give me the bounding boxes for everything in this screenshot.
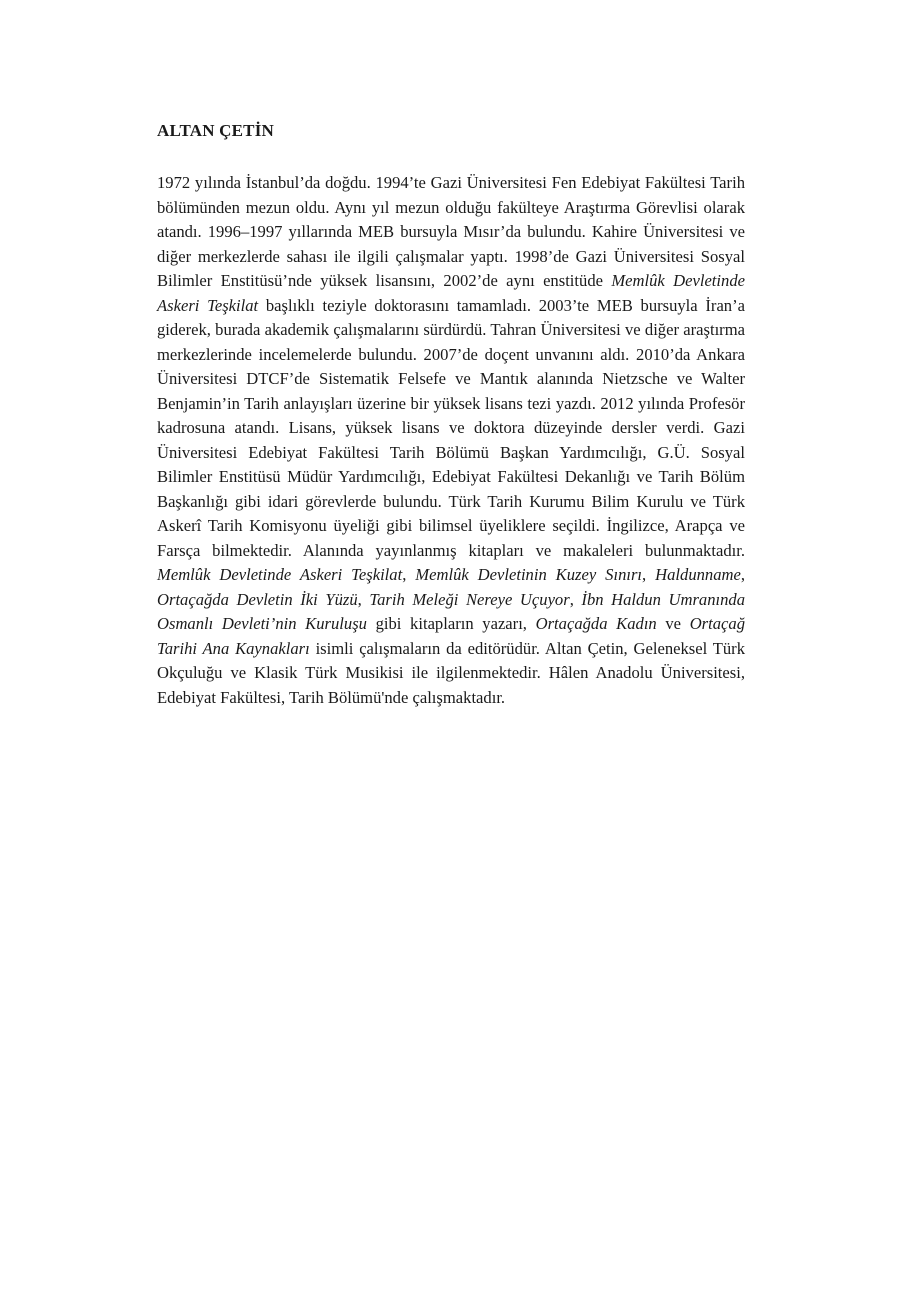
bio-text: ve bbox=[656, 614, 690, 633]
separator: , bbox=[740, 565, 746, 584]
bio-text: 1972 yılında İstanbul’da doğdu. 1994’te Gazi Üniversitesi Fen Edebiyat Fakültesi Tarih bölümünden mezun oldu. Aynı yıl mezun olduğu fakülteye Araştırma Görevlisi olarak atandı. 1996–1997 yıllarında MEB bursuyla Mısır’da bulundu. Kahire Üniversitesi ve diğer merkezlerde sahası ile ilgili çalışmalar yaptı. 1998’de Gazi Üniversitesi Sosyal Bilimler Enstitüsü’nde yüksek lisansını, 2002’de aynı enstitüde bbox=[157, 173, 745, 290]
bio-text: başlıklı teziyle doktorasını tamamladı. 2003’te MEB bursuyla İran’a giderek, burada akademik çalışmalarını sürdürdü. Tahran Üniversitesi ve diğer araştırma merkezlerinde incelemelerde bulundu. 2007’de doçent unvanını aldı. 2010’da Ankara Üniversitesi DTCF’de Sistematik Felsefe ve Mantık alanında Nietzsche ve Walter Benjamin’in Tarih anlayışları üzerine bir yüksek lisans tezi yazdı. 2012 yılında Profesör kadrosuna atandı. Lisans, yüksek lisans ve doktora düzeyinde dersler verdi. Gazi Üniversitesi Edebiyat Fakültesi Tarih Bölümü Başkan Yardımcılığı, G.Ü. Sosyal Bilimler Enstitüsü Müdür Yardımcılığı, Edebiyat Fakültesi Dekanlığı ve Tarih Bölüm Başkanlığı gibi idari görevlerde bulundu. Türk Tarih Kurumu Bilim Kurulu ve Türk Askerî Tarih Komisyonu üyeliği gibi bilimsel üyeliklere seçildi. İngilizce, Arapça ve Farsça bilmektedir. Alanında yayınlanmış kitapları ve makaleleri bulunmaktadır. bbox=[157, 295, 745, 560]
separator: , bbox=[402, 565, 416, 584]
book-title: Tarih Meleği Nereye Uçuyor bbox=[369, 589, 570, 609]
book-title: Memlûk Devletinin Kuzey Sınırı bbox=[415, 565, 643, 584]
book-title: Memlûk Devletinde Askeri Teşkilat bbox=[157, 565, 403, 584]
author-biography bbox=[157, 171, 745, 710]
separator: , bbox=[642, 565, 656, 584]
author-name-heading: ALTAN ÇETİN bbox=[157, 121, 274, 140]
book-title: Haldunname bbox=[655, 565, 741, 584]
separator: , bbox=[569, 589, 582, 609]
edited-work-title: Ortaçağ Tarihi Ana Kaynakları bbox=[157, 614, 745, 658]
book-title: Ortaçağda Devletin İki Yüzü bbox=[157, 589, 358, 609]
separator: , bbox=[357, 589, 370, 609]
bio-text: isimli çalışmaların da editörüdür. Altan Çetin, Geleneksel Türk Okçuluğu ve Klasik Türk Musikisi ile ilgilenmektedir. Hâlen Anadolu Üniversitesi, Edebiyat Fakültesi, Tarih Bölümü'nde çalışmaktadır. bbox=[157, 638, 745, 707]
edited-work-title: Ortaçağda Kadın bbox=[535, 614, 657, 633]
bio-text: gibi kitapların yazarı, bbox=[366, 614, 536, 633]
thesis-title: Memlûk Devletinde Askeri Teşkilat bbox=[157, 271, 745, 315]
book-title: İbn Haldun Umranında Osmanlı Devleti’nin Kuruluşu bbox=[157, 589, 746, 633]
